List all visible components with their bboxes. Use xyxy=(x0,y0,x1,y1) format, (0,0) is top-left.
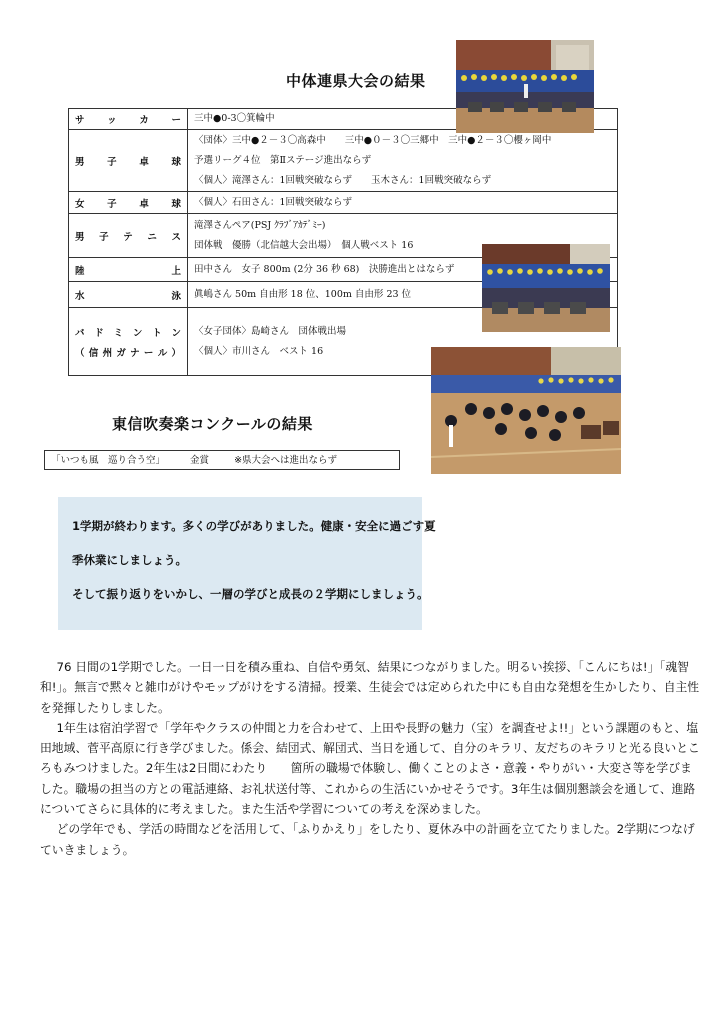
detail-cell xyxy=(188,192,618,214)
message-line: 季休業にしましょう。 xyxy=(72,553,187,567)
band-note: ※県大会へは進出ならず xyxy=(234,455,338,466)
category-label: 陸 上 xyxy=(75,265,181,277)
detail-line: 〈団体〉三中●２－３〇高森中 三中●０－３〇三郷中 三中●２－３〇櫻ヶ岡中 xyxy=(194,134,552,146)
band-award: 金賞 xyxy=(190,455,210,466)
category-label: 女 子 卓 球 xyxy=(75,198,181,210)
detail-cell xyxy=(188,130,618,192)
category-cell xyxy=(69,258,188,282)
category-label: 男 子 卓 球 xyxy=(75,156,181,168)
detail-line: 団体戦 優勝（北信越大会出場） 個人戦ベスト 16 xyxy=(194,239,414,251)
table-row xyxy=(69,192,618,214)
detail-line: 眞嶋さん 50m 自由形 18 位、100m 自由形 23 位 xyxy=(194,288,412,300)
message-box xyxy=(58,497,436,630)
body-paragraph: 76 日間の1学期でした。一日一日を積み重ね、自信や勇気、結果につながりました。明るい挨拶、「こんにちは!」「魂智和!」。無言で黙々と雑巾がけやモップがけをする清掃。授業、生徒会では定められた中にも自由な発想を生かしたり、自主性を発揮したりしました。 xyxy=(40,660,700,715)
detail-line: 〈女子団体〉島崎さん 団体戦出場 xyxy=(194,325,347,337)
assembly-photo-1 xyxy=(456,40,594,133)
category-cell xyxy=(69,192,188,214)
detail-line: 〈個人〉石田さん：1回戦突破ならず xyxy=(194,196,353,208)
band-title: 東信吹奏楽コンクールの結果 xyxy=(112,415,313,433)
detail-line: 田中さん 女子 800m (2分 36 秒 68) 決勝進出とはならず xyxy=(194,263,455,275)
category-cell xyxy=(69,308,188,376)
category-sublabel: （ 信 州 ガ ナ ー ル ） xyxy=(75,347,181,359)
category-cell xyxy=(69,130,188,192)
category-label: 水 泳 xyxy=(75,290,181,302)
category-label: サ ッ カ ー xyxy=(75,115,181,126)
message-line: 1学期が終わります。多くの学びがありました。健康・安全に過ごす夏 xyxy=(72,519,436,533)
body-text xyxy=(40,657,700,860)
category-cell xyxy=(69,282,188,308)
detail-line: 予選リーグ４位 第Ⅱステージ進出ならず xyxy=(194,154,372,166)
category-label: バ ド ミ ン ト ン xyxy=(75,327,181,339)
detail-line: 〈個人〉滝澤さん：1回戦突破ならず 玉木さん：1回戦突破ならず xyxy=(194,174,492,186)
category-cell xyxy=(69,109,188,130)
results-table xyxy=(68,108,618,376)
detail-line: 滝澤さんペア(PSJ ｸﾗﾌﾞｱｶﾃﾞﾐｰ) xyxy=(194,219,326,231)
band-result-box xyxy=(44,450,400,470)
table-row xyxy=(69,130,618,192)
assembly-photo-2 xyxy=(482,244,610,332)
detail-line: 〈個人〉市川さん ベスト 16 xyxy=(194,345,324,357)
message-line: そして振り返りをいかし、一層の学びと成長の２学期にしましょう。 xyxy=(72,587,429,601)
detail-line: 三中●0-3〇箕輪中 xyxy=(194,113,275,124)
band-piece: 「いつも風 巡り合う空」 xyxy=(51,455,166,466)
body-paragraph: どの学年でも、学活の時間などを活用して、「ふりかえり」をしたり、夏休み中の計画を立てたりました。2学期につなげていきましょう。 xyxy=(40,822,695,857)
body-paragraph: 1年生は宿泊学習で「学年やクラスの仲間と力を合わせて、上田や長野の魅力（宝）を調査せよ!!」という課題のもと、塩田地域、菅平高原に行き学びました。係会、結団式、解団式、当日を通して、自分のキラリ、友だちのキラリと光る良いところもみつけました。2年生は2日間にわたり 箇所の職場で体験し、働くことのよさ・意義・やりがい・大変さ等を学びました。職場の担当の方との電話連絡、お礼状送付等、これからの生活にいかせそうです。3年生は個別懇談会を通して、進路についてさらに具体的に考えました。また生活や学習についての考えを深めました。 xyxy=(40,720,700,817)
results-title: 中体連県大会の結果 xyxy=(286,72,426,90)
category-cell xyxy=(69,214,188,258)
band-performance-photo xyxy=(431,347,621,474)
category-label: 男 子 テ ニ ス xyxy=(75,231,181,243)
